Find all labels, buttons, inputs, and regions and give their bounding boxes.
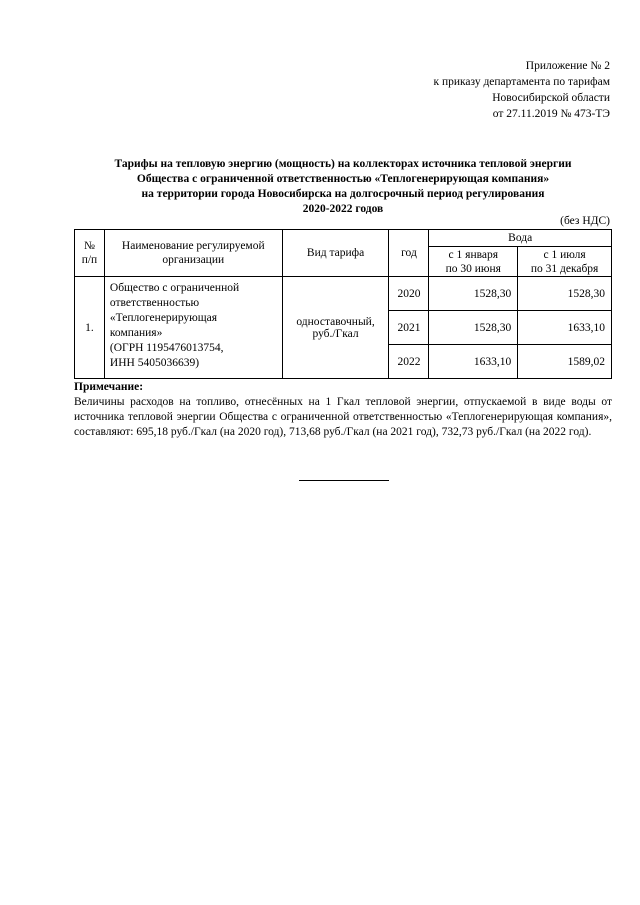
value-cell: 1633,10 [518,311,612,345]
header-period-1 [429,247,518,277]
table-header-row [75,230,612,247]
year-cell: 2021 [389,311,429,345]
title-line-2: Общества с ограниченной ответственностью «Теплогенерирующая компания» [136,173,550,185]
appendix-header [350,58,610,122]
org-line-5: (ОГРН 1195476013754, [109,342,224,354]
row-tariff-type [282,277,389,379]
header-num-line-1: № [83,240,95,252]
header-org-line-2: организации [162,254,225,266]
tariff-line-1: одноставочный, [296,315,375,328]
document-title [74,157,612,217]
header-period-2-line-2: по 31 декабря [530,262,599,275]
tariff-line-2: руб./Гкал [312,327,359,340]
org-line-3: «Теплогенерирующая [109,312,218,324]
note-block [74,380,612,440]
org-line-1: Общество с ограниченной [109,282,240,294]
row-org [104,277,282,379]
header-period-2 [518,247,612,277]
header-org [104,230,282,277]
separator-line [299,480,389,481]
header-num-line-2: п/п [81,254,98,266]
header-num [75,230,105,277]
value-cell: 1528,30 [518,277,612,311]
header-water: Вода [429,230,612,247]
header-year: год [389,230,429,277]
header-period-1-line-1: с 1 января [448,248,499,261]
year-cell: 2020 [389,277,429,311]
appendix-line-3: Новосибирской области [492,92,610,104]
header-tariff-type: Вид тарифа [282,230,389,277]
value-cell: 1633,10 [429,345,518,379]
value-cell: 1528,30 [429,277,518,311]
title-line-3: на территории города Новосибирска на долгосрочный период регулирования [141,188,545,200]
appendix-line-4: от 27.11.2019 № 473-ТЭ [492,108,610,120]
value-cell: 1528,30 [429,311,518,345]
title-line-4: 2020-2022 годов [302,203,384,215]
header-period-1-line-2: по 30 июня [445,262,501,275]
note-text: Величины расходов на топливо, отнесённых на 1 Гкал тепловой энергии, отпускаемой в виде воды от источника тепловой энергии Общества с ограниченной ответственностью «Теплогенерирующая компания», составляют: 695,18 руб./Гкал (на 2020 год), 713,68 руб./Гкал (на 2021 год), 732,73 руб./Гкал (на 2022 год). [74,396,612,438]
org-line-2: ответственностью [109,297,200,309]
year-cell: 2022 [389,345,429,379]
org-line-4: компания» [109,327,163,339]
row-num: 1. [75,277,105,379]
header-period-2-line-1: с 1 июля [543,248,586,261]
table-row [75,277,612,311]
header-org-line-1: Наименование регулируемой [121,240,265,252]
org-line-6: ИНН 5405036639) [109,357,200,369]
note-title: Примечание: [74,381,144,393]
tariff-table [74,229,612,379]
title-line-1: Тарифы на тепловую энергию (мощность) на коллекторах источника тепловой энергии [114,158,572,170]
vat-note: (без НДС) [560,215,610,227]
value-cell: 1589,02 [518,345,612,379]
appendix-line-1: Приложение № 2 [525,60,610,72]
appendix-line-2: к приказу департамента по тарифам [433,76,610,88]
